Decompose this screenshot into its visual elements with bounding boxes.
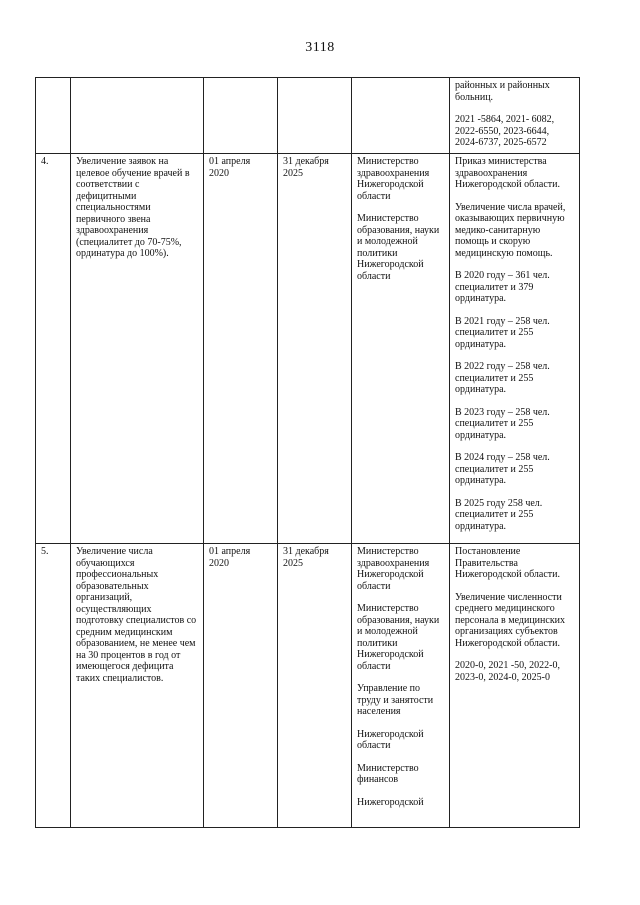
table-row: [36, 78, 580, 154]
responsible-cell: [352, 544, 450, 828]
result-cell: [450, 544, 580, 828]
task-cell: [71, 78, 204, 154]
result-paragraph: Увеличение численности среднего медицинского персонала в медицинских организациях субъектов Нижегородской области.: [455, 591, 566, 649]
responsible-paragraph: Министерство образования, науки и молодежной политики Нижегородской области: [357, 603, 440, 672]
measures-table: [35, 77, 580, 828]
result-paragraph: 2020-0, 2021 -50, 2022-0, 2023-0, 2024-0, 2025-0: [455, 660, 560, 683]
end-date-cell: 31 декабря 2025: [278, 154, 352, 544]
end-date-cell: [278, 78, 352, 154]
row-number-cell: [36, 78, 71, 154]
page-number: 3118: [305, 40, 335, 55]
result-paragraph: В 2024 году – 258 чел. специалитет и 255 ординатура.: [455, 452, 550, 486]
row-number-cell: 5.: [36, 544, 71, 828]
result-paragraph: Увеличение числа врачей, оказывающих первичную медико-санитарную помощь и скорую медицинскую помощь.: [455, 201, 566, 259]
result-paragraph: В 2025 году 258 чел. специалитет и 255 ординатура.: [455, 497, 543, 532]
result-paragraph: В 2023 году – 258 чел. специалитет и 255 ординатура.: [455, 406, 550, 441]
start-date-cell: 01 апреля 2020: [204, 154, 278, 544]
start-date-cell: 01 апреля 2020: [204, 544, 278, 828]
result-cell: [450, 78, 580, 154]
table-row: [36, 154, 580, 544]
result-paragraph: В 2020 году – 361 чел. специалитет и 379 ординатура.: [455, 270, 550, 304]
result-paragraph: Приказ министерства здравоохранения Нижегородской области.: [455, 156, 561, 190]
responsible-paragraph: Министерство образования, науки и молодежной политики Нижегородской области: [357, 213, 440, 282]
responsible-paragraph: Нижегородской области: [357, 728, 424, 751]
result-paragraph: 2021 -5864, 2021- 6082, 2022-6550, 2023-6644, 2024-6737, 2025-6572: [455, 114, 555, 148]
result-paragraph: Постановление Правительства Нижегородской области.: [455, 546, 561, 580]
responsible-paragraph: Министерство финансов: [357, 762, 419, 785]
result-paragraph: районных и районных больниц.: [455, 80, 550, 103]
result-cell: [450, 154, 580, 544]
end-date-cell: 31 декабря 2025: [278, 544, 352, 828]
table-row: [36, 544, 580, 828]
responsible-cell: [352, 78, 450, 154]
result-paragraph: В 2021 году – 258 чел. специалитет и 255 ординатура.: [455, 315, 550, 350]
responsible-paragraph: Министерство здравоохранения Нижегородской области: [357, 546, 430, 592]
start-date-cell: [204, 78, 278, 154]
responsible-paragraph: Управление по труду и занятости населения: [357, 683, 434, 717]
result-paragraph: В 2022 году – 258 чел. специалитет и 255 ординатура.: [455, 361, 550, 395]
task-cell: Увеличение числа обучающихся профессиональных образовательных организаций, осуществляющих подготовку специалистов со средним медицинским образованием, не менее чем на 30 процентов в год от имеющегося дефицита таких специалистов.: [71, 544, 204, 828]
responsible-paragraph: Министерство здравоохранения Нижегородской области: [357, 156, 430, 202]
task-cell: Увеличение заявок на целевое обучение врачей в соответствии с дефицитными специальностями первичного звена здравоохранения (специалитет до 70-75%, ординатура до 100%).: [71, 154, 204, 544]
responsible-paragraph: Нижегородской: [357, 796, 424, 808]
responsible-cell: [352, 154, 450, 544]
row-number-cell: 4.: [36, 154, 71, 544]
